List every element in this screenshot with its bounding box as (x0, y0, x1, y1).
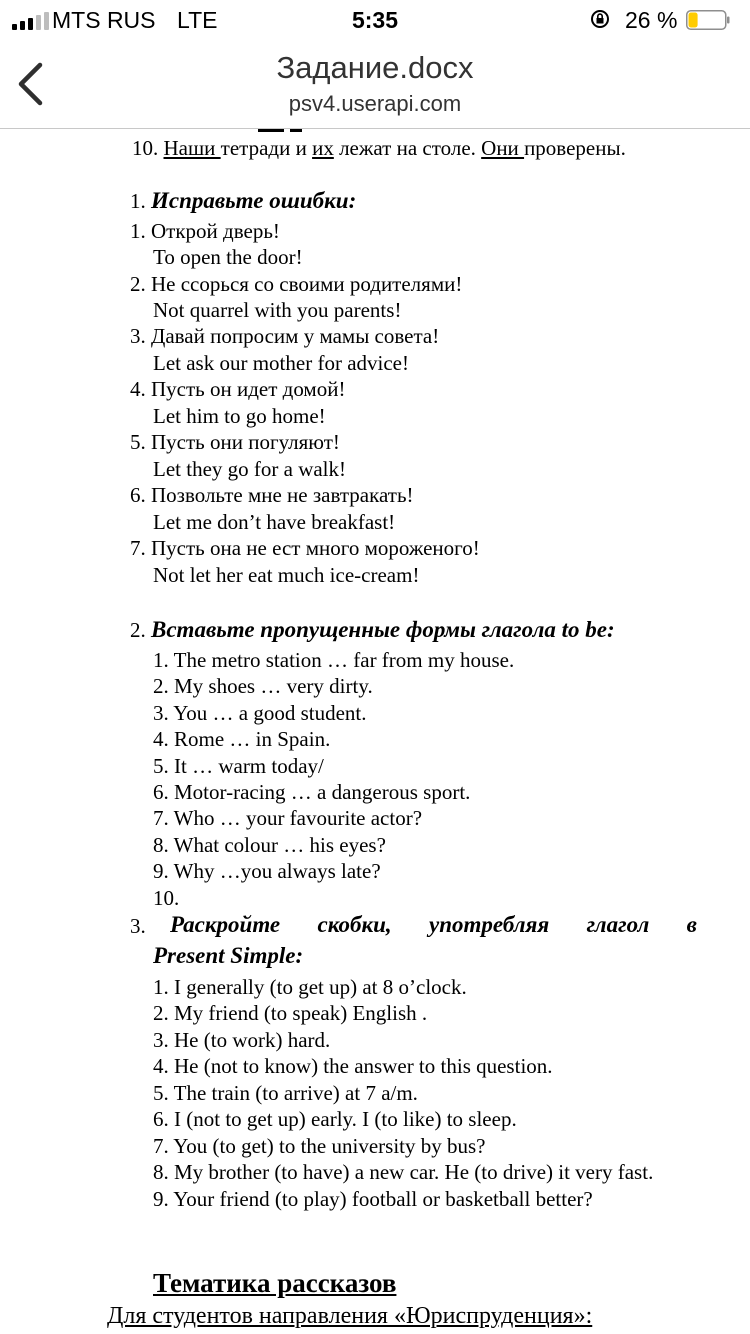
list-item: 1. The metro station … far from my house. (153, 648, 515, 672)
list-item: 6. I (not to get up) early. I (to like) to sleep. (153, 1107, 517, 1131)
list-item: 6. Motor-racing … a dangerous sport. (153, 780, 471, 804)
orientation-lock-icon (590, 9, 610, 29)
section-3-heading-line2: Present Simple: (153, 943, 304, 968)
topics-subheading: Для студентов направления «Юриспруденция»: (107, 1303, 593, 1329)
section-3-heading: Раскройте скобки, употребляя глагол в (170, 912, 697, 937)
list-item: 1. I generally (to get up) at 8 o’clock. (153, 975, 467, 999)
list-item: 7. Who … your favourite actor? (153, 806, 423, 830)
section-3-number: 3. (130, 914, 146, 938)
list-item: 2. My friend (to speak) English . (153, 1001, 428, 1025)
list-item: Let me don’t have breakfast! (153, 510, 396, 534)
navigation-bar (0, 40, 750, 129)
document-view[interactable] (0, 129, 750, 1334)
list-item: Let they go for a walk! (153, 457, 347, 481)
battery-icon (686, 10, 730, 30)
document-title: Задание.docx (276, 50, 474, 85)
underlined-word: Наши (163, 136, 221, 160)
list-item: 7. You (to get) to the university by bus? (153, 1134, 486, 1158)
clock: 5:35 (351, 7, 399, 33)
underlined-word: Они (481, 136, 525, 160)
list-item: 4. Пусть он идет домой! (130, 377, 346, 401)
topics-heading: Тематика рассказов (153, 1268, 397, 1298)
carrier-name: MTS RUS (52, 7, 156, 33)
status-bar (0, 0, 750, 40)
list-item: Let him to go home! (153, 404, 326, 428)
cut-off-underline (258, 129, 284, 132)
list-item: 10. (153, 886, 180, 910)
list-item: To open the door! (153, 245, 303, 269)
list-item: Let ask our mother for advice! (153, 351, 409, 375)
list-item: 1. Открой дверь! (130, 219, 280, 243)
list-item: 8. What colour … his eyes? (153, 833, 386, 857)
list-item: 2. Не ссорься со своими родителями! (130, 272, 463, 296)
list-item: Not let her eat much ice-cream! (153, 563, 420, 587)
battery-percent: 26 % (625, 7, 678, 33)
list-item: 5. The train (to arrive) at 7 a/m. (153, 1081, 418, 1105)
cut-off-text-fragment (290, 129, 302, 132)
document-source: psv4.userapi.com (288, 91, 462, 116)
list-item: 5. Пусть они погуляют! (130, 430, 340, 454)
list-item: 6. Позвольте мне не завтракать! (130, 483, 414, 507)
list-item: Not quarrel with you parents! (153, 298, 402, 322)
battery-level-fill (689, 13, 698, 28)
top-sentence: 10. Наши тетради и их лежат на столе. Они проверены. (132, 136, 626, 160)
underlined-word: их (312, 136, 334, 160)
list-item: 8. My brother (to have) a new car. He (to drive) it very fast. (153, 1160, 654, 1184)
list-item: 4. He (not to know) the answer to this question. (153, 1054, 553, 1078)
section-2-heading: 2. Вставьте пропущенные формы глагола to be: (130, 617, 615, 642)
list-item: 9. Why …you always late? (153, 859, 381, 883)
list-item: 9. Your friend (to play) football or basketball better? (153, 1187, 593, 1211)
list-item: 4. Rome … in Spain. (153, 727, 331, 751)
network-type: LTE (177, 7, 218, 33)
list-item: 7. Пусть она не ест много мороженого! (130, 536, 480, 560)
list-item: 3. Давай попросим у мамы совета! (130, 324, 440, 348)
section-1-heading: 1. Исправьте ошибки: (130, 188, 357, 213)
list-item: 3. He (to work) hard. (153, 1028, 331, 1052)
list-item: 2. My shoes … very dirty. (153, 674, 373, 698)
list-item: 5. It … warm today/ (153, 754, 324, 778)
list-item: 3. You … a good student. (153, 701, 367, 725)
